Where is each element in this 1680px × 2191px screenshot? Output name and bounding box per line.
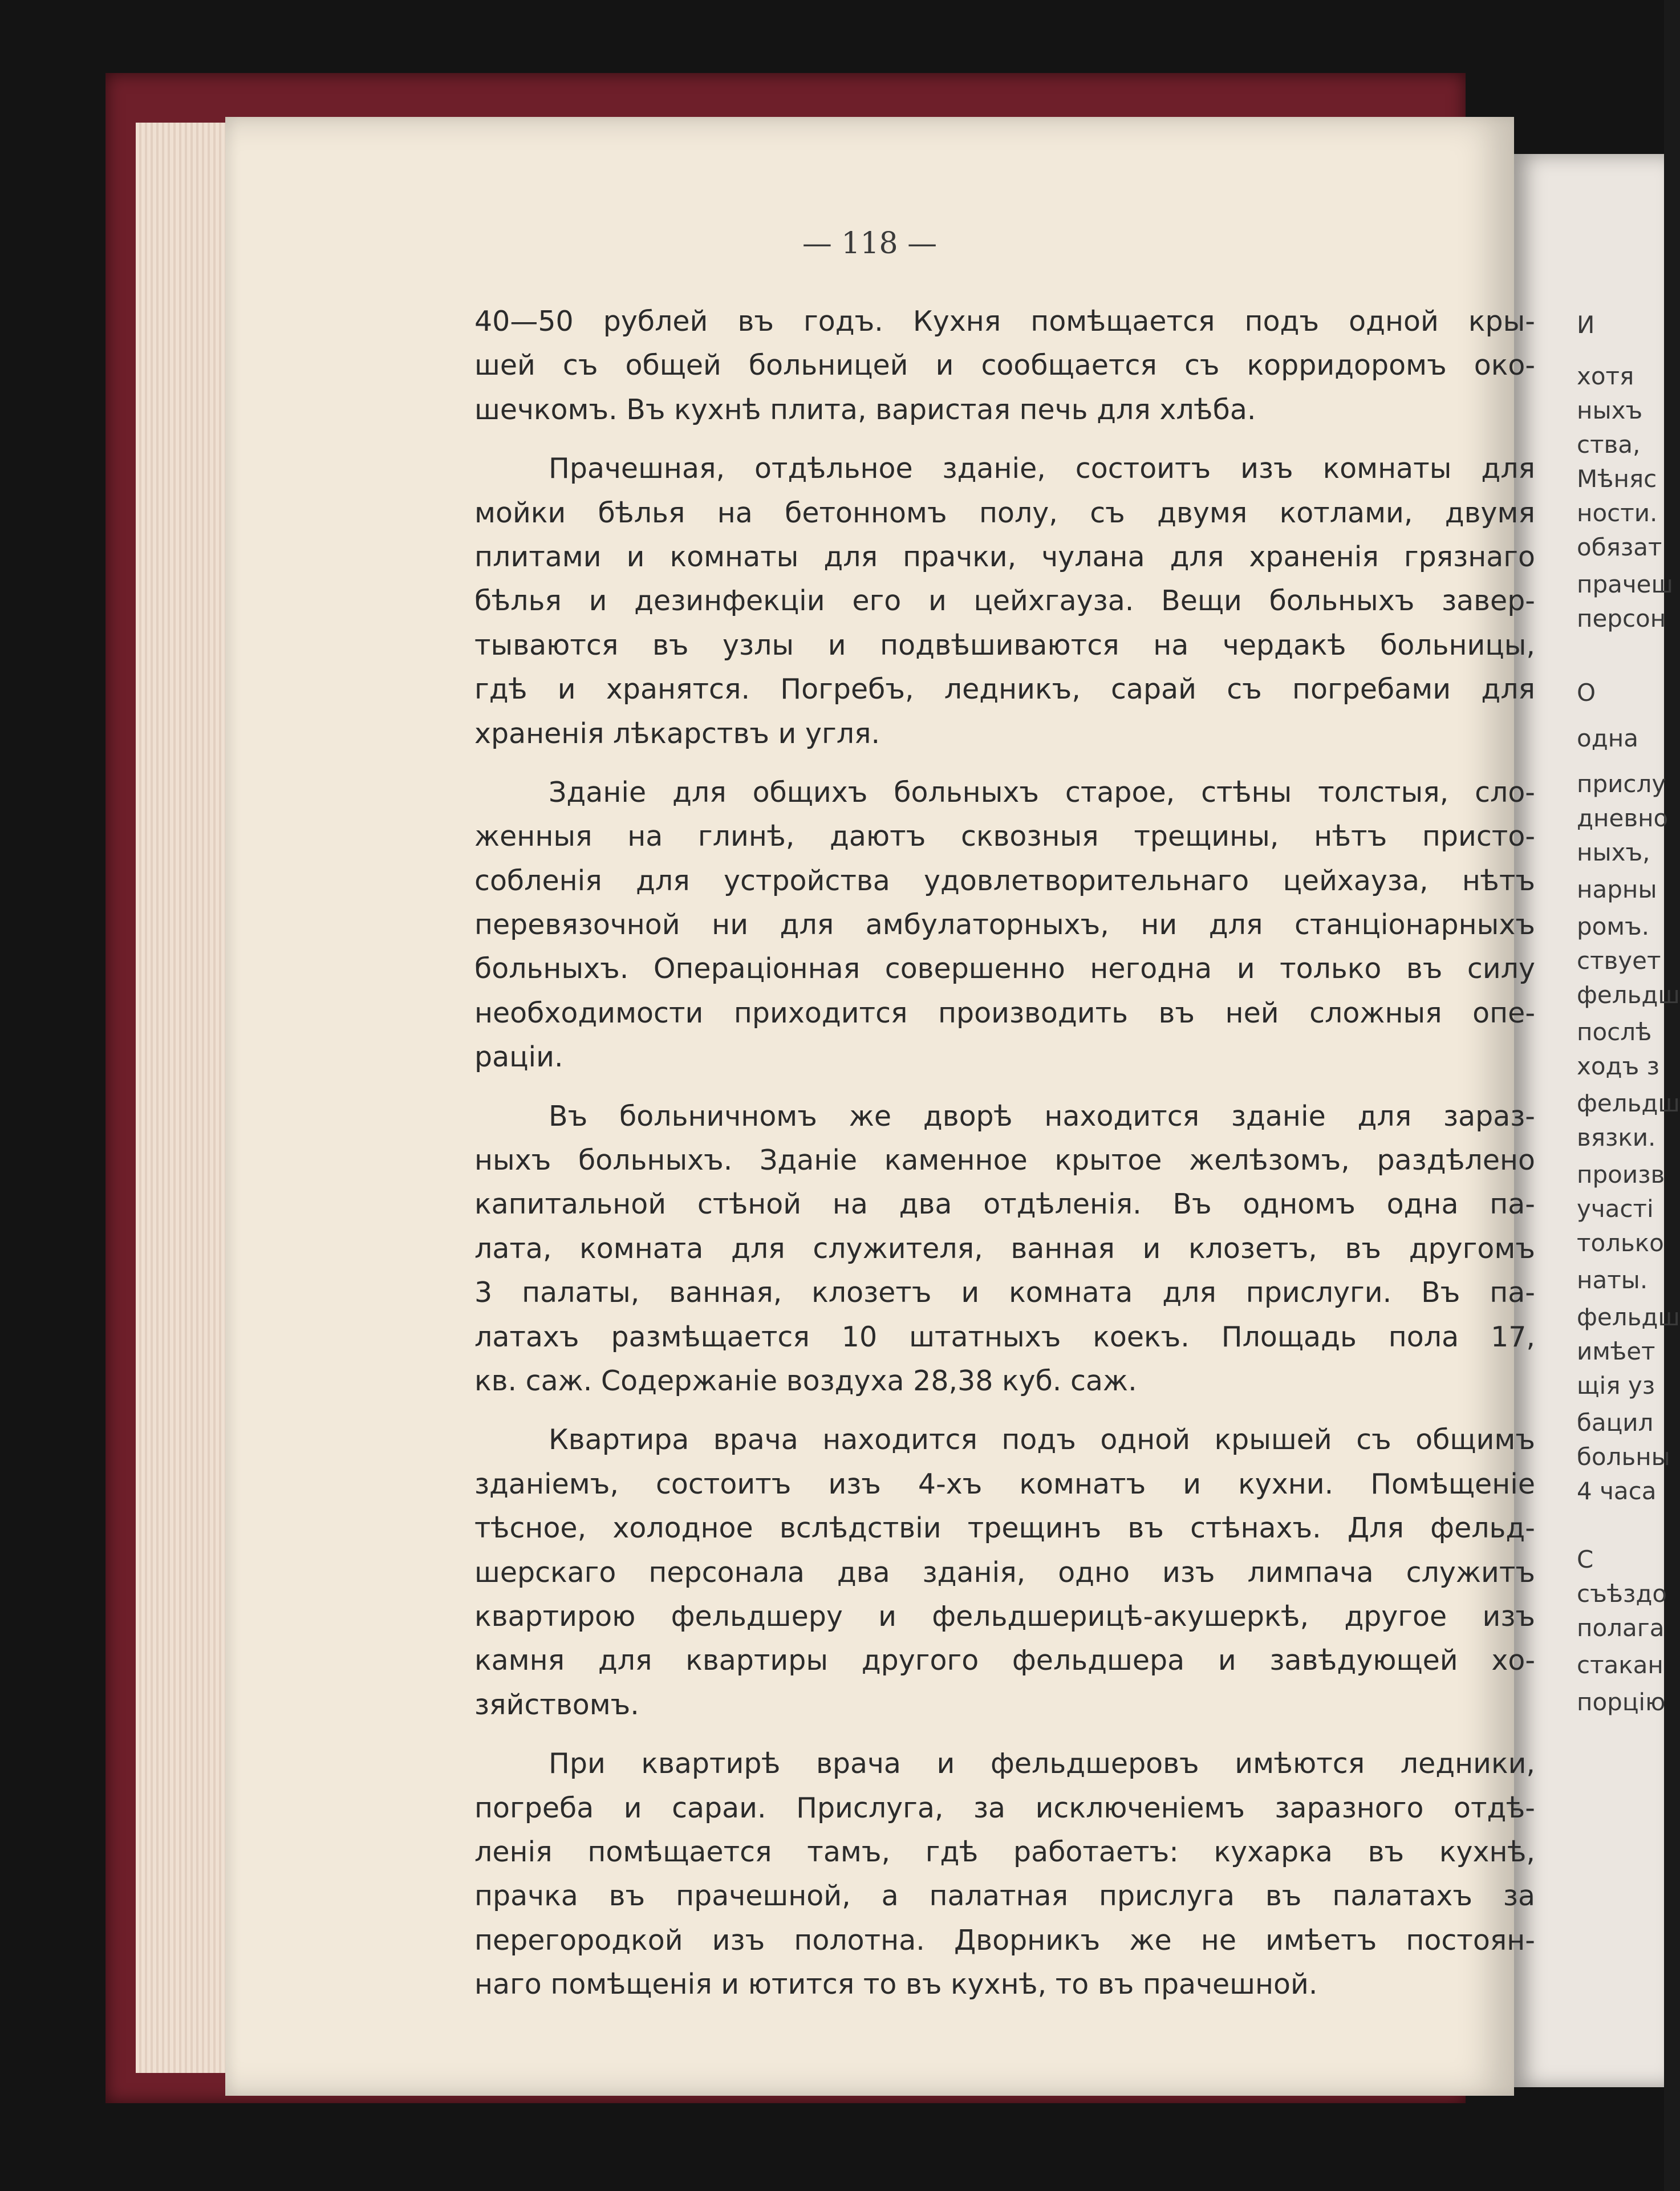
facing-page-fragment: послѣ [1577, 1018, 1652, 1046]
paragraph [474, 770, 1535, 1080]
text-line: мойки бѣлья на бетонномъ полу, съ двумя котлами, двумя [474, 496, 1535, 529]
facing-page-fragment: дневно [1577, 804, 1669, 832]
text-line: собленія для устройства удовлетворительнаго цейхауза, нѣтъ [474, 864, 1535, 897]
facing-page-fragment: ходъ з [1577, 1052, 1659, 1080]
facing-page-fragment: фельдш [1577, 1089, 1680, 1117]
facing-page-fragment: Мѣняс [1577, 465, 1657, 493]
text-line: шечкомъ. Въ кухнѣ плита, варистая печь для хлѣба. [474, 393, 1256, 426]
text-line: храненія лѣкарствъ и угля. [474, 717, 880, 750]
text-line: При квартирѣ врача и фельдшеровъ имѣются ледники, [549, 1747, 1535, 1780]
text-line: бѣлья и дезинфекціи его и цейхгауза. Вещи больныхъ завер- [474, 585, 1535, 618]
text-line: камня для квартиры другого фельдшера и завѣдующей хо- [474, 1644, 1535, 1677]
facing-page-fragment: 4 часа [1577, 1477, 1657, 1505]
text-line: латахъ размѣщается 10 штатныхъ коекъ. Площадь пола 17, [474, 1320, 1535, 1353]
facing-page-fragment: О [1577, 679, 1596, 707]
facing-page-fragment: фельдш [1577, 1303, 1680, 1331]
paragraph [474, 1094, 1535, 1403]
text-line: квартирою фельдшеру и фельдшерицѣ-акушеркѣ, другое изъ [474, 1600, 1535, 1633]
text-line: шей съ общей больницей и сообщается съ корридоромъ око- [474, 349, 1535, 382]
text-line: перегородкой изъ полотна. Дворникъ же не имѣетъ постоян- [474, 1924, 1535, 1957]
text-line: Зданіе для общихъ больныхъ старое, стѣны толстыя, сло- [549, 776, 1535, 809]
facing-page-fragment: нарны [1577, 875, 1657, 903]
text-line: тываются въ узлы и подвѣшиваются на чердакѣ больницы, [474, 628, 1535, 662]
text-line: гдѣ и хранятся. Погребъ, ледникъ, сарай съ погребами для [474, 673, 1535, 706]
facing-page-fragment: персон [1577, 604, 1666, 632]
paragraph [474, 1418, 1535, 1727]
book-page [225, 117, 1535, 2096]
text-line: ныхъ больныхъ. Зданіе каменное крытое желѣзомъ, раздѣлено [474, 1144, 1535, 1177]
text-line: 3 палаты, ванная, клозетъ и комната для прислуги. Въ па- [474, 1276, 1535, 1309]
facing-page-fragment: съѣздо [1577, 1580, 1667, 1608]
text-line: Въ больничномъ же дворѣ находится зданіе для зараз- [549, 1099, 1535, 1133]
text-line: зяйствомъ. [474, 1688, 639, 1721]
text-line: Квартира врача находится подъ одной крышей съ общимъ [549, 1423, 1535, 1456]
facing-page-fragment: полага [1577, 1614, 1665, 1642]
facing-page-fragment: С [1577, 1545, 1594, 1573]
facing-page-fragment: ныхъ, [1577, 838, 1650, 866]
text-line: кв. саж. Содержаніе воздуха 28,38 куб. саж. [474, 1364, 1137, 1397]
paragraph [474, 447, 1535, 756]
facing-page-fragment: бацил [1577, 1409, 1654, 1437]
text-line: капитальной стѣной на два отдѣленія. Въ одномъ одна па- [474, 1188, 1535, 1221]
facing-page-fragment: фельдш [1577, 981, 1680, 1009]
text-line: погреба и сараи. Прислуга, за исключеніемъ заразного отдѣ- [474, 1791, 1535, 1824]
facing-page-fragment: прислу [1577, 770, 1666, 798]
page-number: — 118 — [802, 226, 938, 261]
text-line: ленія помѣщается тамъ, гдѣ работаетъ: кухарка въ кухнѣ, [474, 1835, 1535, 1868]
facing-page-fragment: ромъ. [1577, 912, 1650, 940]
facing-page-fragment: И [1577, 311, 1595, 339]
text-line: прачка въ прачешной, а палатная прислуга въ палатахъ за [474, 1880, 1535, 1913]
text-line: перевязочной ни для амбулаторныхъ, ни для станціонарныхъ [474, 908, 1535, 942]
text-line: раціи. [474, 1041, 563, 1074]
facing-page-fragment: только [1577, 1229, 1664, 1257]
facing-page-fragment: больны [1577, 1443, 1670, 1471]
facing-page-fragment: стакан [1577, 1651, 1663, 1679]
text-line: больныхъ. Операціонная совершенно негодна и только въ силу [474, 952, 1535, 985]
paragraph [474, 299, 1535, 432]
text-line: лата, комната для служителя, ванная и клозетъ, въ другомъ [474, 1232, 1535, 1265]
text-line: наго помѣщенія и ютится то въ кухнѣ, то въ прачешной. [474, 1968, 1318, 2001]
facing-page-fragment: имѣет [1577, 1337, 1655, 1365]
paragraph [474, 1742, 1535, 2006]
facing-page-fragment: участі [1577, 1195, 1654, 1223]
text-line: 40—50 рублей въ годъ. Кухня помѣщается подъ одной кры- [474, 305, 1535, 338]
facing-page-fragment: ности. [1577, 499, 1658, 527]
facing-page-fragment: произв [1577, 1161, 1665, 1188]
facing-page-fragment: прачеш [1577, 570, 1673, 598]
facing-page-fragment: хотя [1577, 362, 1634, 390]
facing-page-fragment: ствует [1577, 947, 1661, 975]
text-line: необходимости приходится производить въ ней сложныя опе- [474, 996, 1535, 1029]
facing-page-fragment: порцію [1577, 1688, 1666, 1716]
text-line: женныя на глинѣ, даютъ сквозныя трещины, нѣтъ присто- [474, 820, 1535, 853]
text-line: Прачешная, отдѣльное зданіе, состоитъ изъ комнаты для [549, 452, 1535, 485]
facing-page-fragment: одна [1577, 724, 1638, 752]
page-text [474, 299, 1535, 2021]
facing-page-fragment: наты. [1577, 1266, 1648, 1294]
facing-page-fragment: обязат [1577, 533, 1662, 561]
text-line: зданіемъ, состоитъ изъ 4-хъ комнатъ и кухни. Помѣщеніе [474, 1467, 1535, 1500]
text-line: тѣсное, холодное вслѣдствіи трещинъ въ стѣнахъ. Для фельд- [474, 1512, 1535, 1545]
facing-page-fragment: щія уз [1577, 1372, 1655, 1399]
facing-page-fragment: ства, [1577, 431, 1641, 459]
facing-page-fragment: ныхъ [1577, 396, 1643, 424]
text-line: плитами и комнаты для прачки, чулана для храненія грязнаго [474, 540, 1535, 573]
text-line: шерскаго персонала два зданія, одно изъ лимпача служитъ [474, 1556, 1535, 1589]
facing-page-fragment: вязки. [1577, 1123, 1656, 1151]
